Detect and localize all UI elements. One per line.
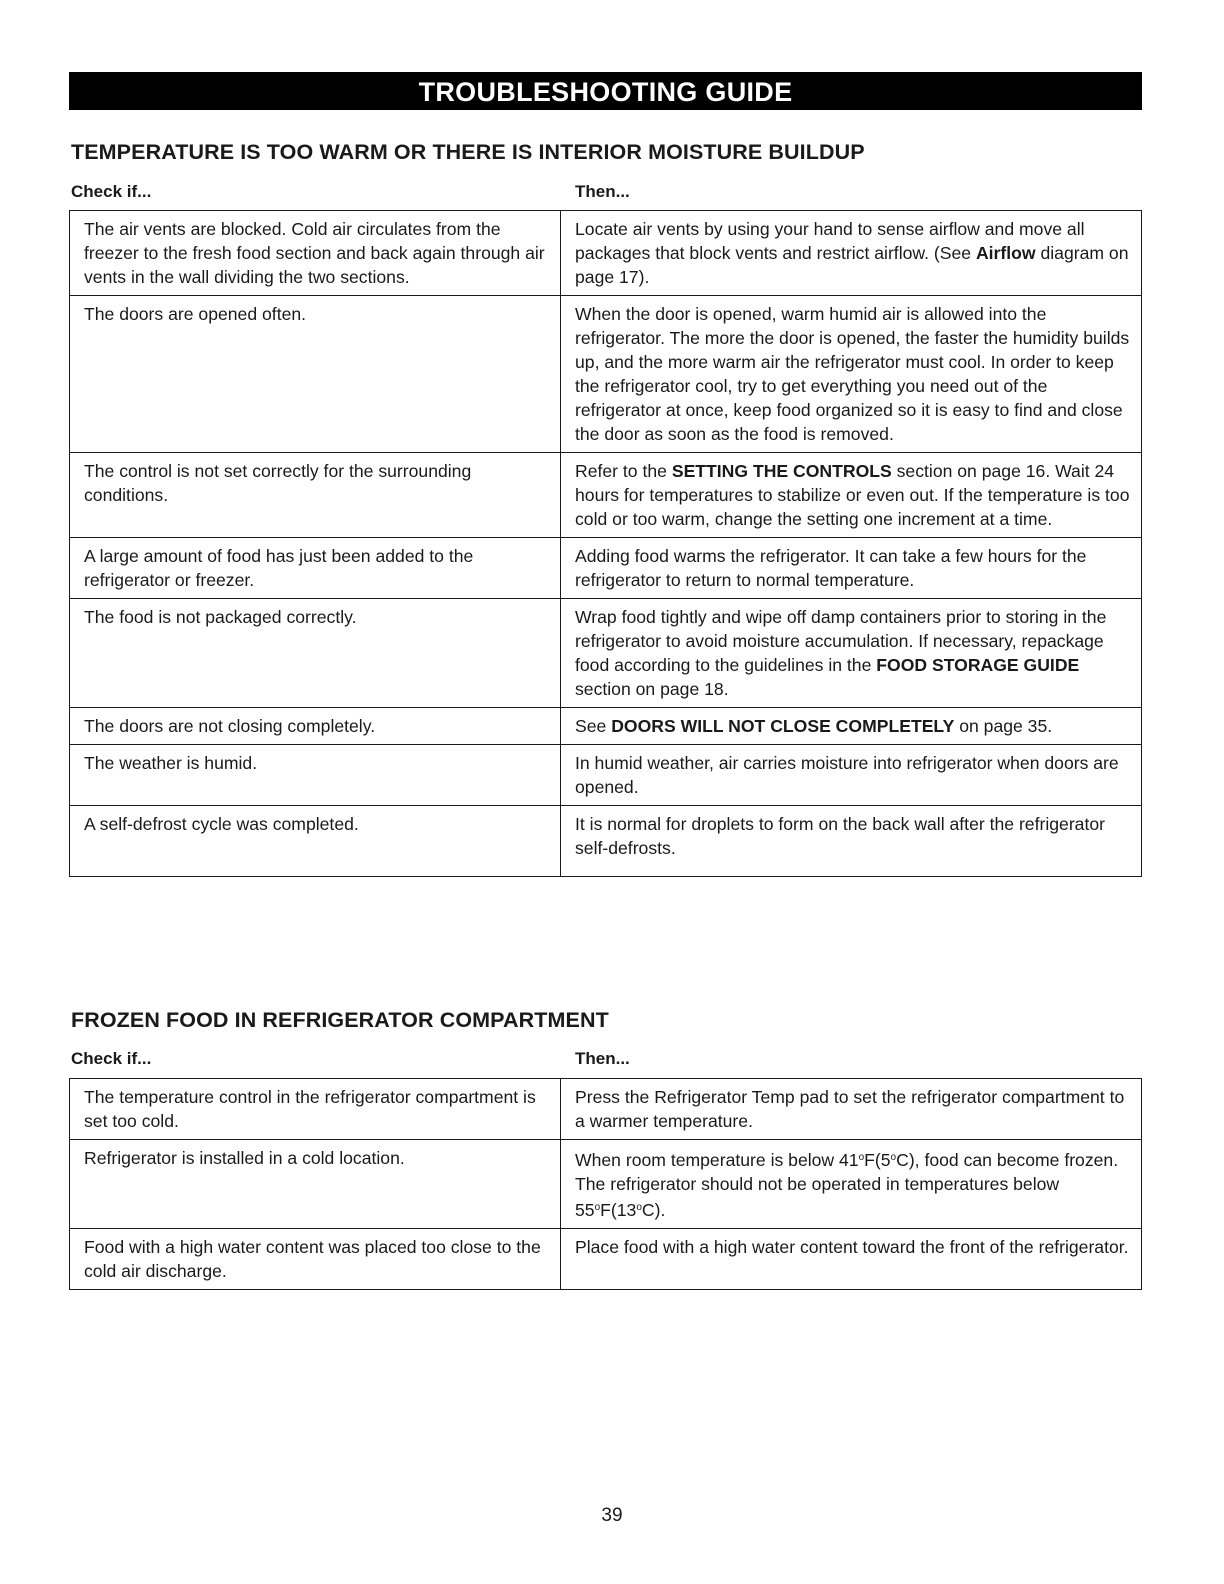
section-title-frozen: FROZEN FOOD IN REFRIGERATOR COMPARTMENT [71, 1008, 609, 1032]
check-cell: A self-defrost cycle was completed. [70, 806, 561, 877]
check-cell: Food with a high water content was placed too close to the cold air discharge. [70, 1229, 561, 1290]
then-cell: It is normal for droplets to form on the back wall after the refrigerator self-defrosts. [561, 806, 1142, 877]
table-row [70, 453, 1142, 538]
table-row [70, 211, 1142, 296]
degree-symbol: o [890, 1152, 897, 1163]
then-cell: Wrap food tightly and wipe off damp containers prior to storing in the refrigerator to avoid moisture accumulation. If necessary, repackage food according to the guidelines in the FOOD STORAGE GUIDE section on page 18. [561, 599, 1142, 708]
check-cell: The temperature control in the refrigerator compartment is set too cold. [70, 1079, 561, 1140]
table-row [70, 806, 1142, 877]
then-cell: In humid weather, air carries moisture into refrigerator when doors are opened. [561, 745, 1142, 806]
check-cell: The weather is humid. [70, 745, 561, 806]
troubleshooting-table-frozen [69, 1078, 1142, 1290]
table-row [70, 538, 1142, 599]
check-cell: Refrigerator is installed in a cold location. [70, 1140, 561, 1229]
page-banner: TROUBLESHOOTING GUIDE [69, 72, 1142, 110]
table-row [70, 745, 1142, 806]
page-number: 39 [601, 1505, 623, 1526]
table-row [70, 1229, 1142, 1290]
then-cell: See DOORS WILL NOT CLOSE COMPLETELY on page 35. [561, 708, 1142, 745]
check-cell: The control is not set correctly for the surrounding conditions. [70, 453, 561, 538]
then-header: Then... [575, 1049, 630, 1068]
table-row [70, 1079, 1142, 1140]
table-row [70, 708, 1142, 745]
degree-symbol: o [594, 1202, 601, 1213]
table-row [70, 1140, 1142, 1229]
degree-symbol: o [858, 1152, 865, 1163]
check-cell: The food is not packaged correctly. [70, 599, 561, 708]
then-cell: Locate air vents by using your hand to sense airflow and move all packages that block vents and restrict airflow. (See Airflow diagram on page 17). [561, 211, 1142, 296]
then-cell: Place food with a high water content toward the front of the refrigerator. [561, 1229, 1142, 1290]
check-cell: The air vents are blocked. Cold air circulates from the freezer to the fresh food section and back again through air vents in the wall dividing the two sections. [70, 211, 561, 296]
then-cell: When the door is opened, warm humid air is allowed into the refrigerator. The more the door is opened, the faster the humidity builds up, and the more warm air the refrigerator must cool. In order to keep the refrigerator cool, try to get everything you need out of the refrigerator at once, keep food organized so it is easy to find and close the door as soon as the food is removed. [561, 296, 1142, 453]
check-cell: A large amount of food has just been added to the refrigerator or freezer. [70, 538, 561, 599]
then-cell: Press the Refrigerator Temp pad to set the refrigerator compartment to a warmer temperature. [561, 1079, 1142, 1140]
degree-symbol: o [636, 1202, 642, 1213]
check-if-header: Check if... [71, 1049, 152, 1068]
check-if-header: Check if... [71, 182, 152, 201]
table-row [70, 296, 1142, 453]
table-row [70, 599, 1142, 708]
then-cell: When room temperature is below 41$^o$F(5$^o$C), food can become frozen. The refrigerator should not be operated in temperatures below 55$^o$F(13$^o$C). [561, 1140, 1142, 1229]
check-cell: The doors are not closing completely. [70, 708, 561, 745]
then-header: Then... [575, 182, 630, 201]
troubleshooting-table-warm [69, 210, 1142, 877]
check-cell: The doors are opened often. [70, 296, 561, 453]
section-title-warm: TEMPERATURE IS TOO WARM OR THERE IS INTERIOR MOISTURE BUILDUP [71, 140, 865, 164]
then-cell: Adding food warms the refrigerator. It can take a few hours for the refrigerator to return to normal temperature. [561, 538, 1142, 599]
then-cell: Refer to the SETTING THE CONTROLS section on page 16. Wait 24 hours for temperatures to stabilize or even out. If the temperature is too cold or too warm, change the setting one increment at a time. [561, 453, 1142, 538]
